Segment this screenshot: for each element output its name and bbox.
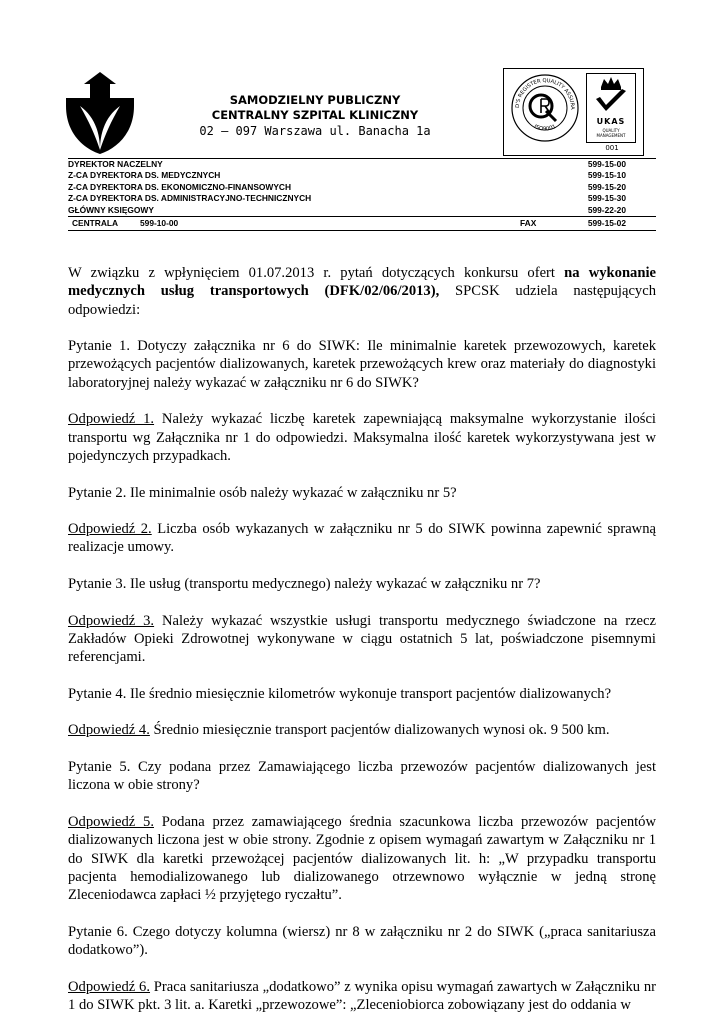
seal-bottom-text: ISO9001 xyxy=(532,123,558,133)
contact-row xyxy=(68,205,656,216)
fax-number: 599-15-02 xyxy=(587,217,626,228)
ukas-subtitle-line2: MANAGEMENT xyxy=(596,133,626,138)
central-label: CENTRALA xyxy=(72,217,119,228)
answer-text: Liczba osób wykazanych w załączniku nr 5 do SIWK powinna zapewnić sprawną realizacje umowy. xyxy=(68,521,656,556)
institution-header xyxy=(190,93,440,139)
contact-label: Z-CA DYREKTORA DS. ADMINISTRACYJNO-TECHNICZNYCH xyxy=(68,193,312,204)
contact-row xyxy=(68,193,656,204)
answer-text: Średnio miesięcznie transport pacjentów dializowanych wynosi ok. 9 500 km. xyxy=(149,722,610,739)
hospital-logo xyxy=(66,72,134,154)
quality-assurance-seal xyxy=(510,73,580,143)
ukas-logo xyxy=(586,73,638,143)
answer-6 xyxy=(68,978,656,1015)
institution-address: 02 – 097 Warszawa ul. Banacha 1a xyxy=(199,124,431,138)
institution-name-line2: CENTRALNY SZPITAL KLINICZNY xyxy=(211,108,419,122)
intro-text-end: SPCSK udziela następujących odpowiedzi: xyxy=(68,283,656,318)
answer-label: Odpowiedź 6. xyxy=(68,978,151,995)
ukas-title: UKAS xyxy=(596,117,626,126)
contacts-table xyxy=(68,158,656,231)
contact-label: GŁÓWNY KSIĘGOWY xyxy=(68,204,154,215)
answer-4 xyxy=(68,721,656,739)
answer-5 xyxy=(68,813,656,904)
contact-number: 599-15-20 xyxy=(587,181,626,192)
answer-label: Odpowiedź 3. xyxy=(68,612,155,629)
answer-2 xyxy=(68,520,656,557)
contact-label: DYREKTOR NACZELNY xyxy=(68,159,163,169)
ukas-subtitle-line1: QUALITY xyxy=(602,128,620,133)
question-2: Pytanie 2. Ile minimalnie osób należy wykazać w załączniku nr 5? xyxy=(68,484,457,501)
answer-label: Odpowiedź 4. xyxy=(68,722,150,739)
contact-row xyxy=(68,159,656,170)
contact-number: 599-15-00 xyxy=(587,159,626,169)
institution-name-line1: SAMODZIELNY PUBLICZNY xyxy=(229,93,401,107)
intro-paragraph xyxy=(68,264,656,319)
svg-text:ISO9001 xyxy=(533,124,557,133)
question-3: Pytanie 3. Ile usług (transportu medycznego) należy wykazać w załączniku nr 7? xyxy=(68,576,541,593)
question-6: Pytanie 6. Czego dotyczy kolumna (wiersz) nr 8 w załączniku nr 2 do SIWK („praca sanitariusza dodatkowo”). xyxy=(68,923,656,958)
central-row xyxy=(68,216,656,231)
answer-text: Należy wykazać wszystkie usługi transportu medycznego świadczone na rzecz Zakładów Opieki Zdrowotnej wykonywane w ciągu ostatnich 5 lat, poświadczone pisemnymi referencjami. xyxy=(68,612,656,666)
answer-1 xyxy=(68,410,656,465)
certification-box xyxy=(503,68,644,156)
contact-label: Z-CA DYREKTORA DS. EKONOMICZNO-FINANSOWYCH xyxy=(68,181,292,192)
contact-number: 599-15-30 xyxy=(587,193,626,204)
crown-check-icon xyxy=(586,73,636,117)
letter-body xyxy=(68,264,656,1032)
ukas-subtitle xyxy=(586,128,636,138)
question-1: Pytanie 1. Dotyczy załącznika nr 6 do SIWK: Ile minimalnie karetek przewozowych, karetek przewożących pacjentów dializowanych, karetek przewożących krew oraz materiały do diagnostyki laboratoryjnej należy wykazać w załączniku nr 6 do SIWK? xyxy=(68,338,656,391)
intro-text: W związku z wpłynięciem 01.07.2013 r. pytań dotyczących konkursu ofert xyxy=(68,265,565,281)
answer-text: Należy wykazać liczbę karetek zapewniającą maksymalne wykorzystanie ilości transportu wg Załącznika nr 1 do odpowiedzi. Maksymalna ilość karetek wykorzystywana jest w pojedynczych przypadkach. xyxy=(68,411,656,464)
contact-number: 599-15-10 xyxy=(587,170,626,181)
central-number: 599-10-00 xyxy=(140,217,179,228)
answer-text: Podana przez zamawiającego średnia szacunkowa liczba przewozów pacjentów dializowanych liczona jest w obie strony. Zgodnie z opisem wymagań zawartym w Załączniku nr 1 do SIWK dla karetki przewożącej pacjentów dializowanych lit. h: „W przypadku transportu pacjenta hemodializowanego lub dializowanego otrzewnowo wyłącznie w jedną stronę Zleceniodawca zapłaci ½ przyjętego ryczałtu”. xyxy=(68,813,657,904)
contact-row xyxy=(68,182,656,193)
contact-label: Z-CA DYREKTORA DS. MEDYCZNYCH xyxy=(68,170,221,181)
contact-row xyxy=(68,170,656,181)
answer-label: Odpowiedź 2. xyxy=(68,521,152,538)
question-4: Pytanie 4. Ile średnio miesięcznie kilometrów wykonuje transport pacjentów dializowanych? xyxy=(68,685,612,702)
intro-subject: na wykonanie medycznych usług transportowych (DFK/02/06/2013), xyxy=(68,265,657,300)
svg-text:LLOYD'S REGISTER QUALITY ASSUR xyxy=(510,73,575,110)
fax-label: FAX xyxy=(520,217,537,228)
answer-label: Odpowiedź 5. xyxy=(68,813,154,830)
contact-number: 599-22-20 xyxy=(587,204,626,215)
answer-3 xyxy=(68,612,656,667)
answer-text: Praca sanitariusza „dodatkowo” z wynika opisu wymagań zawartych w Załączniku nr 1 do SIWK pkt. 3 lit. a. Karetki „przewozowe”: „Zleceniobiorca zobowiązany jest do oddania w xyxy=(68,978,657,1013)
ukas-number: 001 xyxy=(605,144,619,152)
answer-label: Odpowiedź 1. xyxy=(68,411,155,428)
seal-ring-text: D'S REGISTER QUALITY ASSURA xyxy=(514,77,576,110)
question-5: Pytanie 5. Czy podana przez Zamawiającego liczba przewozów pacjentów dializowanych jest liczona w obie strony? xyxy=(68,759,656,794)
